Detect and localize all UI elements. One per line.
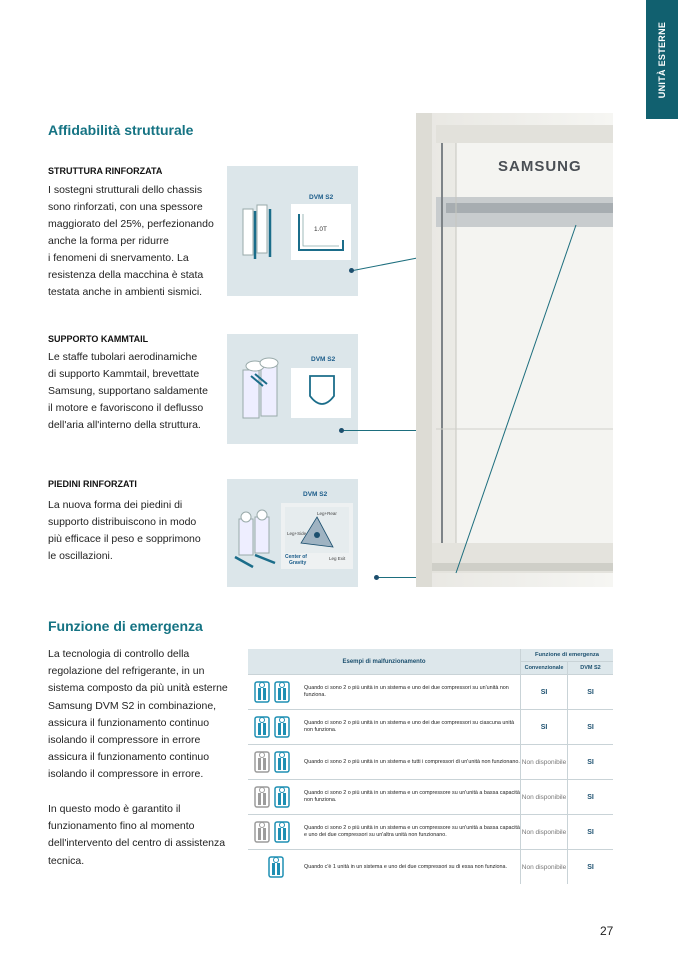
tag-center-of-gravity: Center of Gravity (285, 554, 307, 566)
conventional-value: Non disponibile (521, 780, 568, 815)
unit-icons (248, 710, 300, 745)
feet-unit-icon (233, 509, 279, 569)
profile-section-icon (293, 210, 349, 256)
conventional-value: Non disponibile (521, 745, 568, 780)
paragraph-emergenza-2: In questo modo è garantito il funzionamento fino al momento dell'intervento del centro di assistenza tecnica. (48, 803, 226, 867)
unit-icons (248, 675, 300, 710)
header-emergency-group: Funzione di emergenza (521, 649, 614, 662)
kammtail-profile-icon (307, 372, 337, 414)
kammtail-bracket-icon (241, 356, 281, 422)
leader-line-1 (353, 257, 418, 271)
paragraph-emergenza-1: La tecnologia di controllo della regolazione del refrigerante, in un sistema composto da più unità esterne Samsung DVM S2 in combinazione, assicura il funzionamento continuo isolando il compressore in errore assicura il funzionamento continuo isolando il compressore in errore. (48, 648, 228, 781)
leader-dot-1 (349, 268, 354, 273)
outdoor-units-icon (251, 677, 297, 705)
table-row (248, 745, 613, 780)
malfunction-description: Quando ci sono 2 o più unità in un sistema e un compressore su un'unità a bassa capacità non funziona. (300, 780, 521, 815)
kammtail-detail-panel (227, 334, 358, 444)
outdoor-units-icon (251, 712, 297, 740)
chassis-detail-panel (227, 166, 358, 296)
malfunction-description: Quando ci sono 2 o più unità in un sistema e un compressore su un'unità a bassa capacità e uno dei due compressori su un'altra unità non funzionano. (300, 815, 521, 850)
subheading-kammtail: SUPPORTO KAMMTAIL (48, 334, 149, 344)
leader-dot-3 (374, 575, 379, 580)
dvm-s2-value: SI (568, 745, 614, 780)
thickness-label: 1.0T (314, 226, 328, 233)
table-row (248, 780, 613, 815)
tag-leg-rear: Leg+Rear (317, 511, 337, 516)
paragraph-struttura: I sostegni strutturali dello chassis sono rinforzati, con una spessore maggiorato del 25%, perfezionando anche la forma per ridurre i fenomeni di snervamento. La resistenza della macchina è stata testata anche in ambienti sismici. (48, 184, 214, 298)
outdoor-unit-image (416, 113, 613, 587)
samsung-logo: SAMSUNG (498, 158, 582, 175)
dvm-s2-value: SI (568, 710, 614, 745)
tag-leg-exit: Leg Exit (329, 556, 346, 561)
page-number: 27 (600, 924, 614, 938)
dvm-label-2: DVM S2 (311, 356, 336, 363)
unit-icons (248, 815, 300, 850)
section-tab-label: UNITÀ ESTERNE (657, 21, 667, 98)
malfunction-description: Quando c'è 1 unità in un sistema e uno dei due compressori su di essa non funziona. (300, 850, 521, 885)
conventional-value: Non disponibile (521, 815, 568, 850)
section-title-emergenza: Funzione di emergenza (48, 618, 203, 634)
dvm-s2-value: SI (568, 815, 614, 850)
outdoor-units-icon (251, 817, 297, 845)
outdoor-units-icon (251, 852, 297, 880)
tag-leg-side: Leg+Side (287, 531, 307, 536)
malfunction-description: Quando ci sono 2 o più unità in un sistema e tutti i compressori di un'unità non funzionano. (300, 745, 521, 780)
table-row (248, 850, 613, 885)
dvm-label-1: DVM S2 (309, 194, 334, 201)
dvm-s2-value: SI (568, 675, 614, 710)
outdoor-units-icon (251, 782, 297, 810)
malfunction-description: Quando ci sono 2 o più unità in un sistema e uno dei due compressori su ciascuna unità non funziona. (300, 710, 521, 745)
paragraph-piedini: La nuova forma dei piedini di supporto distribuiscono in modo più efficace il peso e sopprimono le oscillazioni. (48, 499, 201, 562)
unit-icons (248, 745, 300, 780)
header-examples: Esempi di malfunzionamento (248, 649, 521, 675)
subheading-struttura: STRUTTURA RINFORZATA (48, 166, 163, 176)
dvm-label-3: DVM S2 (303, 491, 328, 498)
outdoor-units-icon (251, 747, 297, 775)
unit-icons (248, 780, 300, 815)
feet-detail-panel (227, 479, 358, 587)
table-row (248, 815, 613, 850)
header-conventional: Convenzionale (521, 662, 568, 675)
paragraph-kammtail: Le staffe tubolari aerodinamiche di supporto Kammtail, brevettate Samsung, supportano saldamente il motore e favoriscono il deflusso dell'aria all'interno della struttura. (48, 351, 208, 431)
subheading-piedini: PIEDINI RINFORZATI (48, 479, 137, 489)
dvm-s2-value: SI (568, 850, 614, 885)
malfunction-description: Quando ci sono 2 o più unità in un sistema e uno dei due compressori su un'unità non funziona. (300, 675, 521, 710)
emergency-function-table (248, 649, 613, 884)
table-row (248, 675, 613, 710)
unit-icons (248, 850, 300, 885)
conventional-value: Non disponibile (521, 850, 568, 885)
dvm-s2-value: SI (568, 780, 614, 815)
leader-dot-2 (339, 428, 344, 433)
conventional-value: SI (521, 710, 568, 745)
section-title-affidabilita: Affidabilità strutturale (48, 122, 194, 138)
conventional-value: SI (521, 675, 568, 710)
header-dvm-s2: DVM S2 (568, 662, 614, 675)
chassis-frame-icon (237, 201, 277, 261)
table-row (248, 710, 613, 745)
section-tab (646, 0, 678, 119)
